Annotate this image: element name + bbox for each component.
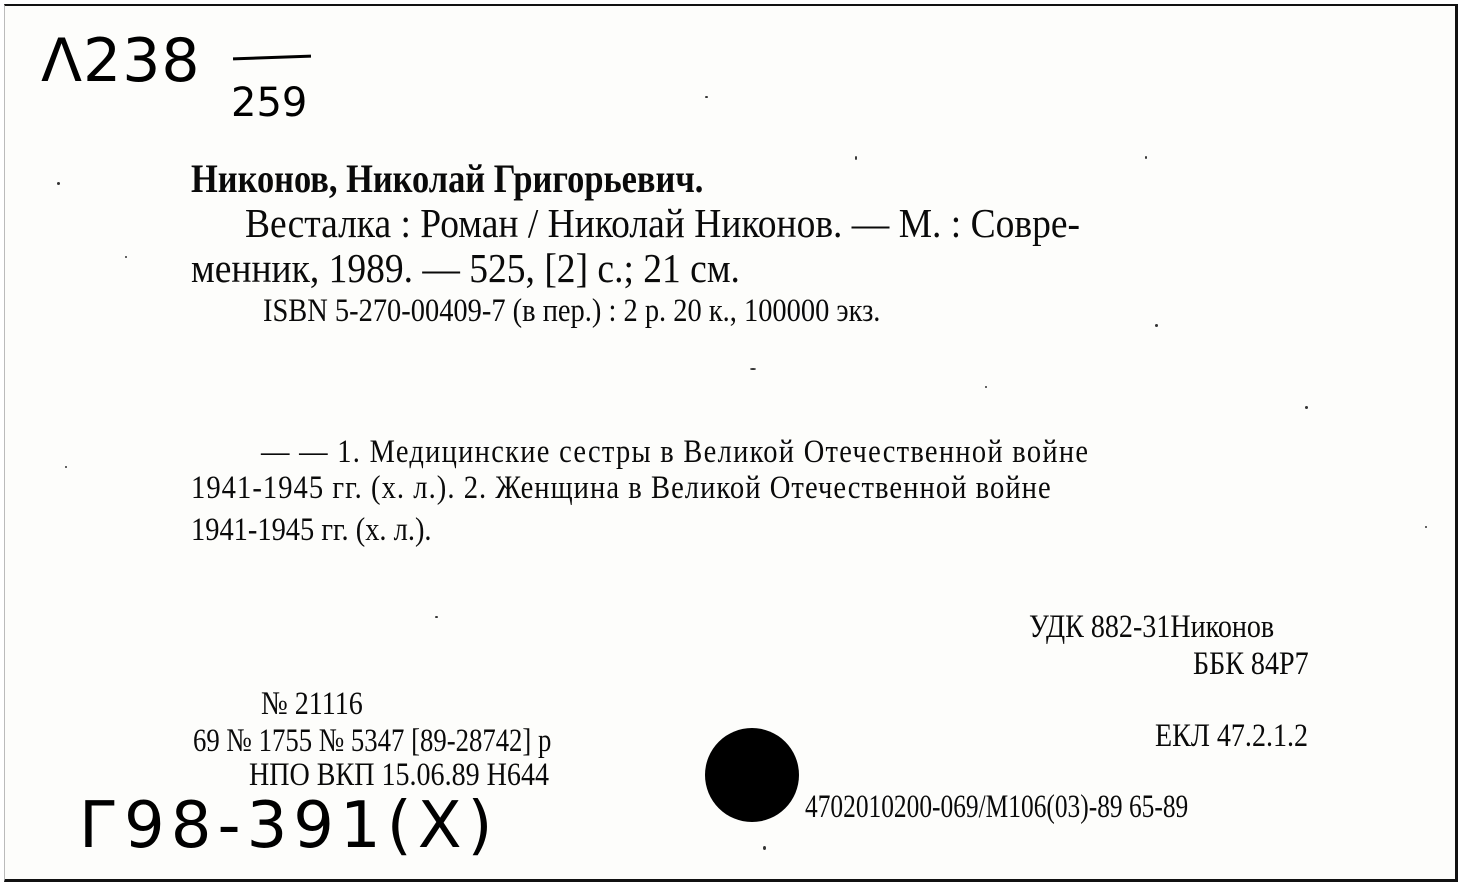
call-number-fraction-bar [233,55,311,61]
print-number: № 21116 [261,686,363,722]
speck [1305,406,1308,409]
ekl-code: ЕКЛ 47.2.1.2 [1155,718,1309,754]
speck [705,96,708,98]
subjects-line-1: — — 1. Медицинские сестры в Великой Отечественной войне [261,434,1090,470]
speck [435,616,438,618]
speck [1425,526,1427,528]
speck [1145,156,1147,159]
punch-hole [705,728,799,822]
npo-line: НПО ВКП 15.06.89 Н644 [249,757,549,793]
subjects-line-3: 1941-1945 гг. (х. л.). [191,512,432,548]
speck [65,466,67,468]
author-heading: Никонов, Николай Григорьевич. [191,156,704,201]
speck [855,156,857,160]
inventory-code: Г98-391(Х) [79,789,499,863]
speck [1155,324,1158,327]
bbk-code: ББК 84Р7 [1193,646,1309,682]
speck [750,368,756,370]
classification-code: 4702010200-069/М106(03)-89 65-89 [805,789,1189,825]
speck [763,846,766,850]
subjects-line-2: 1941-1945 гг. (х. л.). 2. Женщина в Великой Отечественной войне [191,470,1052,506]
call-number-bottom: 259 [231,80,308,126]
speck [57,182,60,185]
catalog-card [4,4,1458,882]
speck [985,386,987,388]
title-line-2: менник, 1989. — 525, [2] с.; 21 см. [191,245,740,291]
isbn-line: ISBN 5-270-00409-7 (в пер.) : 2 р. 20 к., 100000 экз. [263,293,881,329]
speck [125,256,127,258]
call-number-top: Λ238 [41,26,201,96]
title-line-1: Весталка : Роман / Николай Никонов. — М. : Совре- [245,200,1081,246]
order-line: 69 № 1755 № 5347 [89-28742] р [193,723,552,759]
udk-code: УДК 882-31Никонов [1029,609,1275,645]
